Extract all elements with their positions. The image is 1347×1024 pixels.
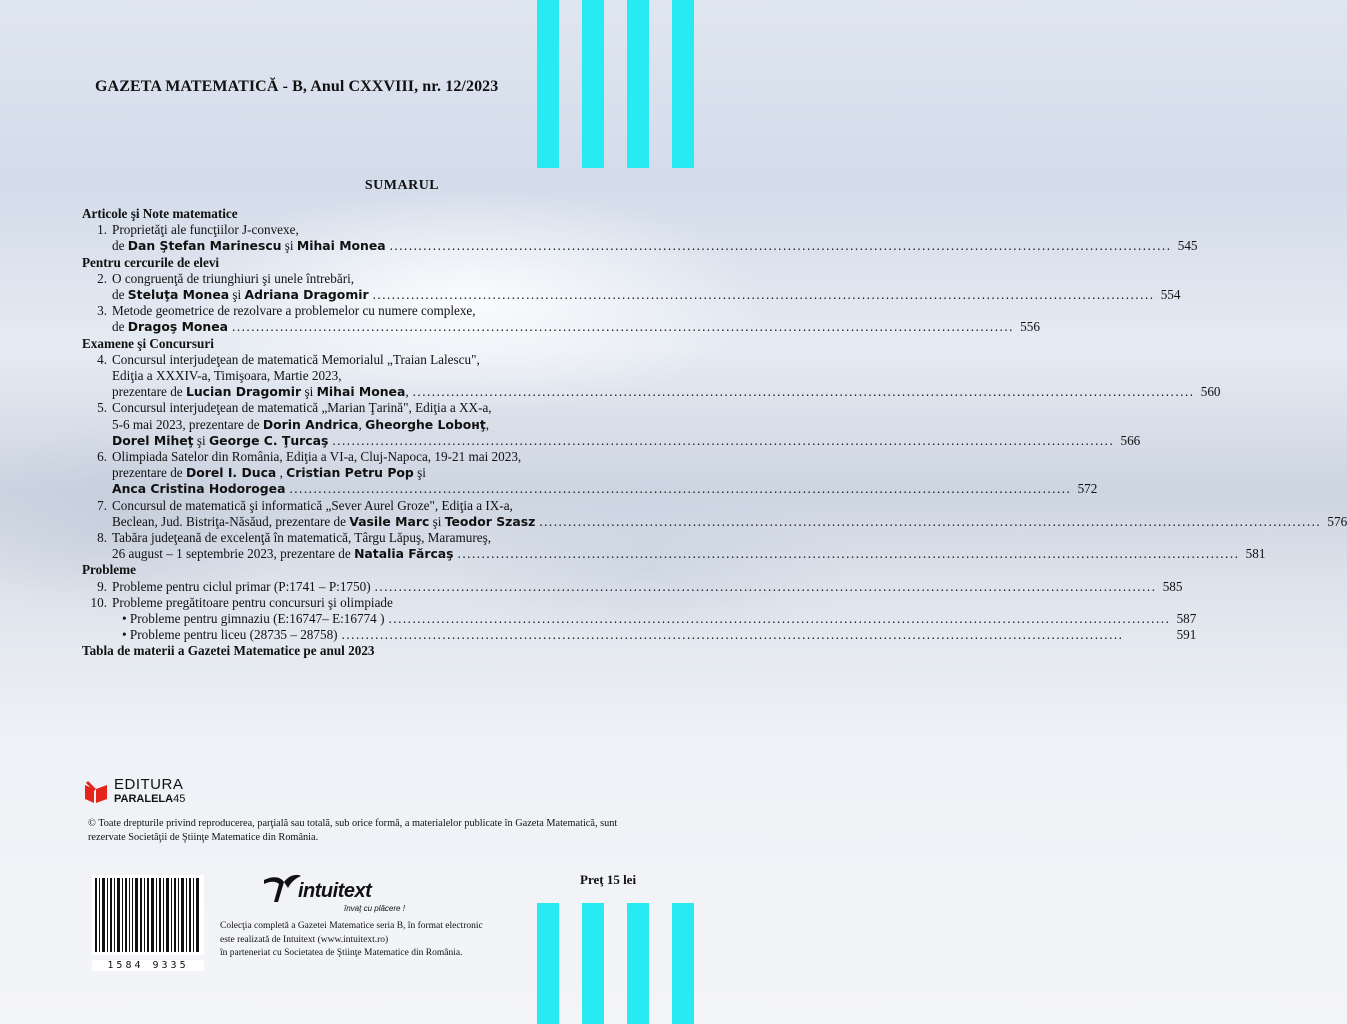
table-of-contents — [82, 206, 1347, 660]
toc-entry[interactable]: 5. Concursul interjudeţean de matematică „Marian Ţarină", Ediţia a XX-a, 5-6 mai 2023, prezentare de Dorin Andrica, Gheorghe Loboнţ, Dorel Miheţ şi George C. Ţurcaş ..... 566 — [82, 400, 658, 449]
toc-entry[interactable]: 4. Concursul interjudeţean de matematică Memorialul „Traian Lalescu", Ediţia a XXXIV-a, Timişoara, Martie 2023, prezentare de Lucian Dragomir şi Mihai Monea, ..... 560 — [82, 352, 658, 401]
author-name: Dorel Miheţ — [112, 432, 194, 448]
toc-entry[interactable]: 1. Proprietăţi ale funcţiilor J-convexe, de Dan Ştefan Marinescu şi Mihai Monea ..... 545 — [82, 222, 658, 254]
section-heading: Pentru cercurile de elevi — [82, 254, 220, 270]
page-number: 587 — [1176, 611, 1197, 627]
author-name: George C. Ţurcaş — [209, 432, 329, 448]
decorative-stripes-bottom — [537, 903, 694, 1024]
author-name: Lucian Dragomir — [185, 384, 302, 400]
price-label: Preţ 15 lei — [580, 872, 637, 887]
summary-heading: SUMARUL — [364, 178, 440, 193]
author-name: Dan Ştefan Marinescu — [127, 238, 282, 254]
page-number: 556 — [1020, 319, 1040, 335]
toc-subentry[interactable]: • Probleme pentru liceu (28735 – 28758) ..... 591 — [112, 627, 1196, 643]
toc-entry[interactable]: 8. Tabăra judeţeană de excelenţă în matematică, Târgu Lăpuş, Maramureş, 26 august – 1 septembrie 2023, prezentare de Natalia Fărcaş ..... 581 — [82, 530, 658, 562]
intuitext-mark-icon — [262, 872, 302, 908]
section-heading: Articole şi Note matematice — [82, 206, 238, 221]
toc-entry[interactable]: 6. Olimpiada Satelor din România, Ediţia a VI-a, Cluj-Napoca, 19-21 mai 2023, prezentare de Dorel I. Duca , Cristian Petru Pop şi Anca Cristina Hodorogea ..... 572 — [82, 449, 658, 498]
intuitext-name: intuitext — [298, 880, 372, 902]
page-number: 566 — [1120, 432, 1141, 448]
page-number: 581 — [1245, 546, 1266, 562]
decorative-stripes-top — [537, 0, 694, 168]
page-number: 591 — [1176, 627, 1197, 643]
barcode-number: 1584 9335 — [92, 960, 204, 971]
page-number: 572 — [1077, 481, 1098, 497]
toc-entry[interactable]: 9. Probleme pentru ciclul primar (P:1741 – P:1750) ..... 585 — [82, 579, 658, 595]
section-heading: Examene şi Concursuri — [82, 335, 214, 351]
author-name: Anca Cristina Hodorogea — [112, 481, 286, 497]
author-name: Steluţa Monea — [127, 287, 230, 303]
toc-entry[interactable]: 10. Probleme pregătitoare pentru concursuri şi olimpiade • Probleme pentru gimnaziu (E:16747– E:16774 ) ..... 587 • Probleme pentru liceu (28735 – 28758) ..... 591 — [82, 595, 658, 644]
toc-entry[interactable]: 3. Metode geometrice de rezolvare a problemelor cu numere complexe, de Dragoş Monea ..... 556 — [82, 303, 658, 335]
collection-note: Colecţia completă a Gazetei Matematice seria B, în format electronic este realizată de Intuitext (www.intuitext.ro) în parteneriat cu Societatea de Ştiinţe Matematice din România. — [220, 921, 483, 958]
book-icon — [83, 779, 109, 805]
publisher-logo: EDITURA PARALELA45 — [83, 778, 185, 806]
page-number: 545 — [1177, 238, 1198, 254]
publisher-name: EDITURA — [114, 776, 184, 793]
author-name: Cristian Petru Pop — [286, 465, 414, 481]
author-name: Gheorghe Loboнţ — [365, 416, 486, 432]
author-name: Vasile Marc — [349, 513, 430, 529]
author-name: Adriana Dragomir — [244, 287, 369, 303]
page-number: 554 — [1160, 287, 1181, 303]
page-number: 585 — [1162, 578, 1183, 594]
toc-entry[interactable]: 2. O congruenţă de triunghiuri şi unele întrebări, de Steluţa Monea şi Adriana Dragomir ..... 554 — [82, 271, 658, 303]
journal-title: GAZETA MATEMATICĂ - B, Anul CXXVIII, nr. 12/2023 — [95, 78, 499, 95]
intuitext-logo — [262, 870, 422, 915]
barcode — [92, 875, 204, 971]
section-heading: Probleme — [82, 562, 136, 578]
toc-subentry[interactable]: • Probleme pentru gimnaziu (E:16747– E:16774 ) ..... 587 — [112, 611, 1196, 627]
author-name: Dragoş Monea — [127, 319, 229, 335]
author-name: Dorin Andrica — [262, 416, 359, 432]
author-name: Mihai Monea — [296, 238, 386, 254]
author-name: Dorel I. Duca — [185, 465, 277, 481]
page-number: 576 — [1327, 513, 1347, 529]
intuitext-slogan: învaţ cu plăcere ! — [344, 904, 405, 913]
author-name: Mihai Monea — [316, 384, 406, 400]
section-heading: Tabla de materii a Gazetei Matematice pe anul 2023 — [82, 643, 375, 659]
author-name: Natalia Fărcaş — [354, 546, 454, 562]
toc-entry[interactable]: 7. Concursul de matematică şi informatică „Sever Aurel Groze", Ediţia a IX-a, Beclean, Jud. Bistriţa-Năsăud, prezentare de Vasile Marc şi Teodor Szasz ..... 576 — [82, 498, 658, 530]
page-number: 560 — [1200, 384, 1221, 400]
copyright-notice: © Toate drepturile privind reproducerea, parţială sau totală, sub orice formă, a materialelor publicate în Gazeta Matematică, sunt rezervate Societăţii de Ştiinţe Matematice din România. — [88, 818, 618, 843]
author-name: Teodor Szasz — [444, 513, 536, 529]
